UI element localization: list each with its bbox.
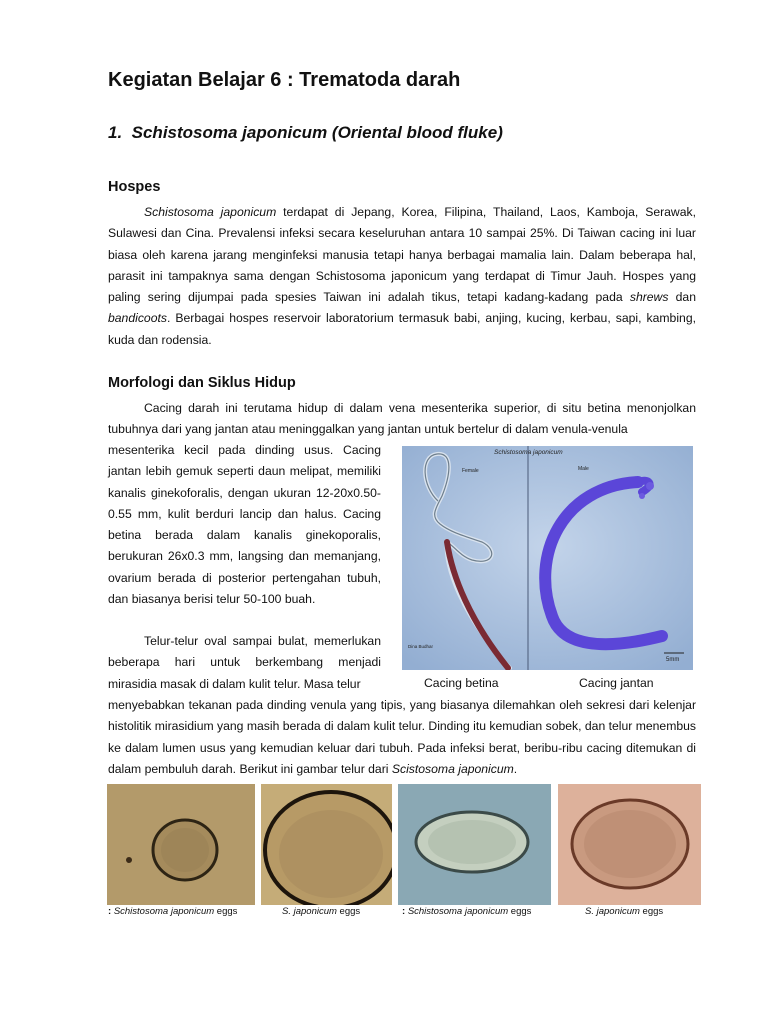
egg-image-3 [398,784,551,905]
egg-caption-1: : Schistosoma japonicum eggs [108,906,238,917]
male-label: Male [578,466,589,472]
egg-caption-2: S. japonicum eggs [282,906,361,917]
scale-label: 5mm [666,657,680,663]
worm-figure [402,446,693,670]
section-title [108,123,503,143]
hospes-species: Schistosoma japonicum [144,205,277,219]
caption-female: Cacing betina [424,676,499,690]
credit-label: Dina Budhar [408,644,434,649]
morfologi-paragraph-2-continued: menyebabkan tekanan pada dinding venula yang tipis, yang biasanya dilemahkan oleh sekresi dari kelenjar histolitik mirasidium yang masih berada di dalam kulit telur. Dinding itu kemudian sobek, dan telur menembus ke dalam lumen usus yang kemudian keluar dari tubuh. Pada infeksi berat, beribu-ribu cacing ditemukan di dalam pembuluh darah. Berikut ini gambar telur dari Scistosoma japonicum. [108,698,696,776]
morfologi-paragraph-1: Cacing darah ini terutama hidup di dalam vena mesenterika superior, di situ betina menonjolkan tubuhnya dari yang jantan atau meninggalkan yang jantan untuk bertelur di dalam venula-venula [108,401,696,437]
egg-image-1 [107,784,255,905]
section-title-text: Schistosoma japonicum (Oriental blood fluke) [131,123,503,142]
egg-image-2 [261,784,392,905]
egg-caption-3: : Schistosoma japonicum eggs [402,906,532,917]
hospes-heading: Hospes [108,179,161,195]
section-number: 1. [108,123,123,142]
caption-male: Cacing jantan [579,676,654,690]
hospes-paragraph: Schistosoma japonicum terdapat di Jepang, Korea, Filipina, Thailand, Laos, Kamboja, Serawak, Sulawesi dan Cina. Prevalensi infeksi secara keseluruhan antara 10 sampai 25%. Di Taiwan cacing ini luar biasa oleh karena jarang menginfeksi manusia tetapi hanya berbagai mamalia lain. Dalam beberapa hal, parasit ini tampaknya sama dengan Schistosoma japonicum yang terdapat di Timur Jauh. Hospes yang paling sering dijumpai pada spesies Taiwan ini adalah tikus, tetapi kadang-kadang pada shrews dan bandicoots. Berbagai hospes reservoir laboratorium termasuk babi, anjing, kucing, kerbau, sapi, kambing, kuda dan rodensia. [108,205,696,347]
female-label: Female [462,468,479,474]
egg-image-4 [558,784,701,905]
morfologi-paragraph-1-wrap: mesenterika kecil pada dinding usus. Cacing jantan lebih gemuk seperti daun melipat, memiliki kanalis ginekoforalis, dengan ukuran 12-20x0.50-0.55 mm, kulit berduri lancip dan halus. Cacing betina berada dalam kanalis ginekoporalis, berukuran 26x0.3 mm, langsing dan memanjang, ovarium berada di posterior pertengahan tubuh, dan biasanya berisi telur 50-100 buah. [108,443,381,607]
page-title: Kegiatan Belajar 6 : Trematoda darah [108,69,461,91]
worm-photo [402,446,693,670]
morfologi-paragraph-2: Telur-telur oval sampai bulat, memerlukan beberapa hari untuk berkembang menjadi mirasidia masak di dalam kulit telur. Masa telur [108,634,381,691]
egg-caption-4: S. japonicum eggs [585,906,664,917]
figure-label: Schistosoma japonicum [494,449,563,456]
morfologi-heading: Morfologi dan Siklus Hidup [108,375,296,391]
